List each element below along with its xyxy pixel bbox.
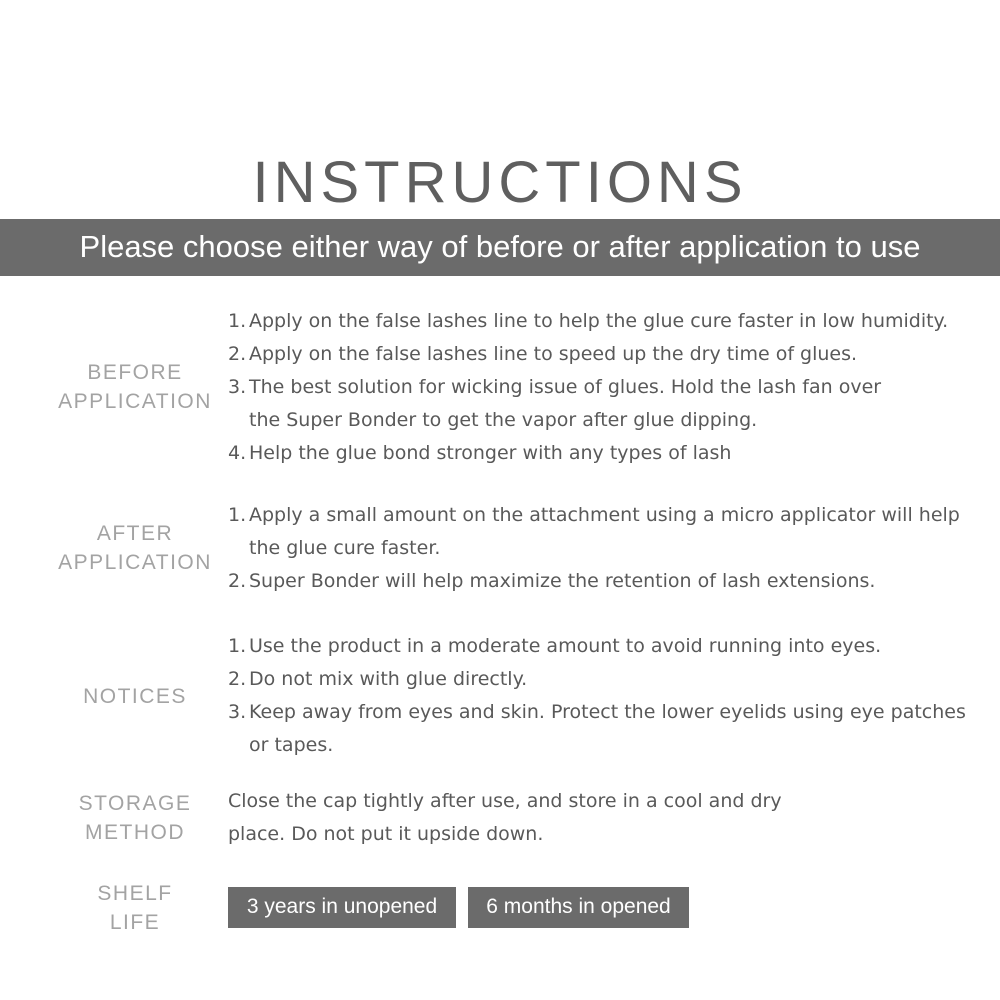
before-label-line1: BEFORE — [87, 361, 183, 384]
storage-method-text: Close the cap tightly after use, and store in a cool and dry place. Do not put it upside down. — [228, 790, 782, 845]
instruction-banner: Please choose either way of before or after application to use — [0, 219, 1000, 276]
item-number: 2. — [228, 668, 247, 690]
item-text: The best solution for wicking issue of glues. Hold the lash fan over the Super Bonder to get the vapor after glue dipping. — [249, 376, 882, 431]
after-label-line1: AFTER — [96, 522, 174, 545]
list-item — [228, 437, 968, 470]
notices-label — [40, 682, 230, 711]
shelf-life-label — [40, 879, 230, 937]
item-number: 1. — [228, 504, 247, 526]
list-item — [228, 305, 968, 338]
item-number: 4. — [228, 442, 247, 464]
item-text: Do not mix with glue directly. — [249, 668, 528, 690]
item-number: 1. — [228, 310, 247, 332]
item-text: Apply a small amount on the attachment using a micro applicator will help the glue cure faster. — [249, 504, 960, 559]
list-item — [228, 499, 968, 565]
after-label-line2: APPLICATION — [58, 551, 212, 574]
item-number: 1. — [228, 635, 247, 657]
list-item — [228, 630, 968, 663]
item-text: Apply on the false lashes line to speed up the dry time of glues. — [249, 343, 858, 365]
storage-method-label — [40, 789, 230, 847]
before-application-label — [40, 358, 230, 416]
notices-list — [228, 630, 968, 762]
list-item — [228, 371, 909, 437]
shelf-life-opened-badge: 6 months in opened — [468, 887, 689, 928]
shelf-label-line1: SHELF — [97, 882, 173, 905]
list-item — [228, 338, 968, 371]
list-item — [228, 565, 968, 598]
shelf-label-line2: LIFE — [109, 911, 161, 934]
item-text: Super Bonder will help maximize the retention of lash extensions. — [249, 570, 876, 592]
item-number: 3. — [228, 701, 247, 723]
shelf-life-unopened-badge: 3 years in unopened — [228, 887, 456, 928]
before-label-line2: APPLICATION — [58, 390, 212, 413]
item-text: Apply on the false lashes line to help the glue cure faster in low humidity. — [249, 310, 949, 332]
before-application-list — [228, 305, 968, 470]
item-text: Help the glue bond stronger with any types of lash — [249, 442, 732, 464]
item-text: Use the product in a moderate amount to avoid running into eyes. — [249, 635, 882, 657]
item-number: 2. — [228, 570, 247, 592]
list-item — [228, 663, 968, 696]
item-number: 2. — [228, 343, 247, 365]
list-item — [228, 696, 968, 762]
storage-label-line1: STORAGE — [78, 792, 192, 815]
after-application-label — [40, 519, 230, 577]
after-application-list — [228, 499, 968, 598]
item-text: Keep away from eyes and skin. Protect the lower eyelids using eye patches or tapes. — [249, 701, 966, 756]
page-title: INSTRUCTIONS — [252, 150, 748, 215]
item-number: 3. — [228, 376, 247, 398]
storage-label-line2: METHOD — [85, 821, 185, 844]
notices-label-text: NOTICES — [83, 685, 187, 708]
